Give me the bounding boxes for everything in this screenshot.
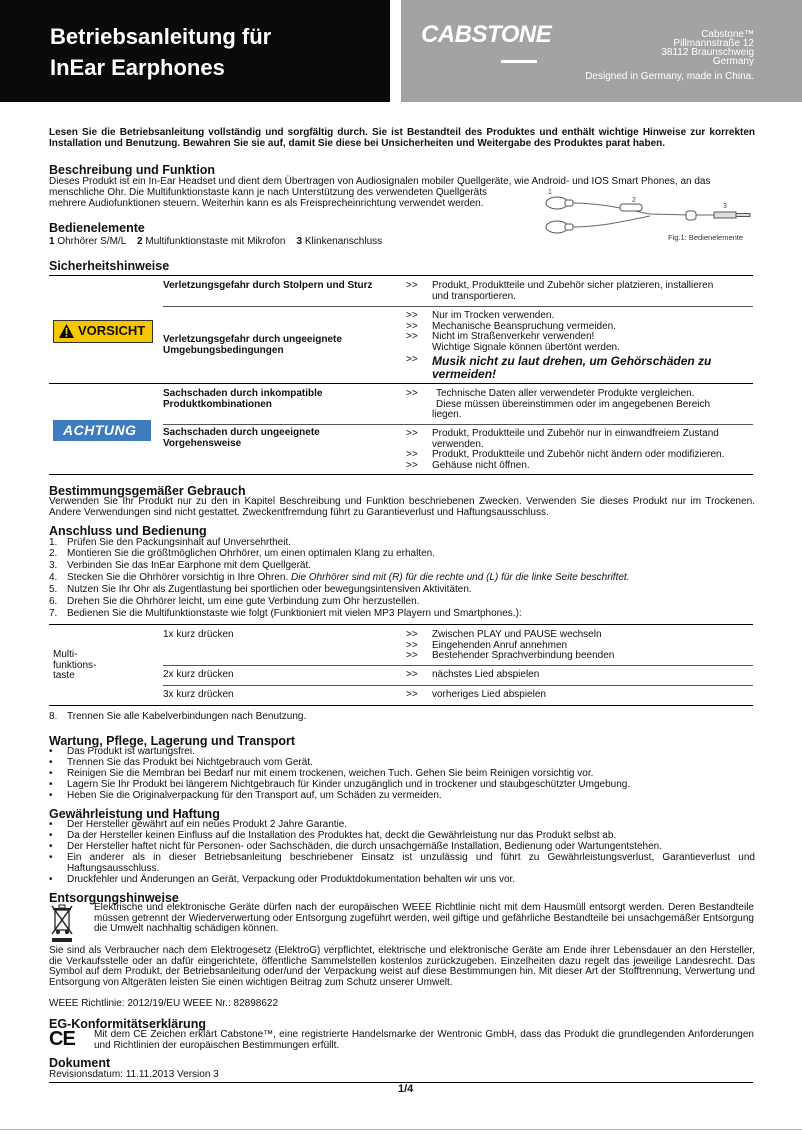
eg-text: Mit dem CE Zeichen erklärt Cabstone™, eine registrierte Handelsmarke der Wentronic GmbH, dass das Produkt die grundlegenden Anforderungen und Richtlinien der europäischen Bestimmungen erfüllt. bbox=[94, 1029, 754, 1051]
press-1x: 1x kurz drücken bbox=[163, 629, 234, 640]
entsorgung-text1: Elektrische und elektronische Geräte dürfen nach der europäischen WEEE Richtlinie nicht mit dem Hausmüll entsorgt werden. Deren Bestandteile müssen getrennt der Wiederverwertung oder Entsorgung zugeführt werden, weil giftige und gefährliche Bestandteile bei unsachgemäßer Entsorgung die Umwelt nachhaltig schädigen können. bbox=[94, 902, 754, 935]
doc-title-line1: Betriebsanleitung für bbox=[50, 24, 272, 49]
brand-logo: CABSTONE bbox=[421, 21, 552, 48]
beschreibung-line1: Dieses Produkt ist ein In-Ear Headset und dient dem Übertragen von Audiosignalen mobiler Quellgeräte, wie Android- und IOS Smart Phones, an das bbox=[49, 176, 711, 187]
achtung-badge bbox=[53, 420, 151, 441]
press-3x: 3x kurz drücken bbox=[163, 689, 234, 700]
page-number: 1/4 bbox=[398, 1083, 414, 1095]
press-2x: 2x kurz drücken bbox=[163, 669, 234, 680]
logo-underline bbox=[501, 60, 537, 63]
entsorgung-text2: Sie sind als Verbraucher nach dem Elektrogesetz (ElektroG) verpflichtet, elektrische und elektronische Geräte am Ende ihrer Lebensdauer an den Hersteller, die Verkaufsstelle oder an dafür eingerichtete, öffentliche Sammelstellen kostenlos zurückzugeben. Einzelheiten dazu regelt das jeweilige Landesrecht. Das Symbol auf dem Produkt, der Betriebsanleitung oder/und der Verpackung weist auf diese Bestimmungen hin. Mit dieser Art der Stofftrennung, Verwertung und Entsorgung von Altgeräten leisten Sie einen wichtigen Beitrag zum Schutz unserer Umwelt. bbox=[49, 945, 755, 988]
weee-info: WEEE Richtlinie: 2012/19/EU WEEE Nr.: 82898622 bbox=[49, 998, 279, 1009]
section-heading-wartung: Wartung, Pflege, Lagerung und Transport bbox=[49, 734, 296, 748]
action-text: Produkt, Produktteile und Zubehör sicher platzieren, installieren bbox=[432, 280, 714, 291]
figure-label-3: 3 bbox=[723, 203, 727, 210]
hazard-umgebung: Verletzungsgefahr durch ungeeignete bbox=[163, 334, 342, 345]
section-heading-beschreibung: Beschreibung und Funktion bbox=[49, 163, 215, 177]
figure-label-2: 2 bbox=[632, 197, 636, 204]
figure-label-1: 1 bbox=[548, 189, 552, 196]
header-brand-block bbox=[401, 0, 802, 102]
doc-title-line2: InEar Earphones bbox=[50, 55, 225, 80]
jack-plug-icon bbox=[714, 212, 750, 218]
hazard-vorgehensweise: Sachschaden durch ungeeignete bbox=[163, 427, 320, 438]
designed-note: Designed in Germany, made in China. bbox=[585, 71, 754, 82]
beschreibung-line3: mehrere Audiofunktionen steuern. Weiterhin kann es als Freisprecheinrichtung verwendet werden. bbox=[49, 198, 484, 209]
weee-bin-icon bbox=[50, 904, 74, 944]
bedienelemente-list: 1 Ohrhörer S/M/L 2 Multifunktionstaste mit Mikrofon 3 Klinkenanschluss bbox=[49, 236, 383, 247]
section-heading-bestimmung: Bestimmungsgemäßer Gebrauch bbox=[49, 484, 246, 498]
section-heading-sicherheit: Sicherheitshinweise bbox=[49, 259, 170, 273]
revision-info: Revisionsdatum: 11.11.2013 Version 3 bbox=[49, 1069, 219, 1080]
figure-caption: Fig.1: Bedienelemente bbox=[668, 233, 744, 242]
earbud-top-icon bbox=[546, 197, 573, 209]
beschreibung-line2: menschliche Ohr. Die Multifunktionstaste kann je nach Unterstützung des verwendeten Quellgeräts bbox=[49, 187, 488, 198]
warning-highlight: Musik nicht zu laut drehen, um Gehörschäden zu bbox=[432, 354, 712, 368]
section-heading-eg: EG-Konformitätserklärung bbox=[49, 1017, 206, 1031]
mic-button-icon bbox=[620, 204, 642, 211]
ce-mark-icon: CE bbox=[49, 1028, 75, 1050]
warning-triangle-icon bbox=[58, 323, 75, 339]
intro-text: Lesen Sie die Betriebsanleitung vollständig und sorgfältig durch. Sie ist Bestandteil des Produktes und enthält wichtige Hinweise zur korrekten Installation und Benutzung. Bewahren Sie sie auf, damit Sie diese bei Unsicherheiten und Weitergabe des Produktes parat haben. bbox=[49, 127, 755, 149]
section-heading-bedienelemente: Bedienelemente bbox=[49, 221, 145, 235]
multi-label: Multi- funktions- taste bbox=[53, 649, 97, 682]
section-heading-entsorgung: Entsorgungshinweise bbox=[49, 891, 179, 905]
vorsicht-badge bbox=[53, 320, 153, 343]
section-heading-gewaehrleistung: Gewährleistung und Haftung bbox=[49, 807, 220, 821]
earbud-bottom-icon bbox=[546, 221, 573, 233]
company-address: Cabstone™ Pillmannstraße 12 38112 Braunschweig Germany bbox=[661, 29, 754, 67]
hazard-inkompatibel: Sachschaden durch inkompatible bbox=[163, 388, 323, 399]
section-heading-anschluss: Anschluss und Bedienung bbox=[49, 524, 207, 538]
header-title-block bbox=[0, 0, 390, 102]
achtung-label: ACHTUNG bbox=[63, 422, 137, 438]
bestimmung-text: Verwenden Sie Ihr Produkt nur zu den in Kapitel Beschreibung und Funktion beschriebenen Zwecken. Verwenden Sie dieses Produkt nur im Trockenen. Andere Verwendungen sind nicht gestattet. Zweckentfremdung führt zu Garantieverlust und Haftungsausschluss. bbox=[49, 496, 755, 518]
hazard-stolpern: Verletzungsgefahr durch Stolpern und Sturz bbox=[163, 280, 373, 291]
divider bbox=[49, 275, 753, 276]
section-heading-dokument: Dokument bbox=[49, 1056, 111, 1070]
vorsicht-label: VORSICHT bbox=[78, 323, 146, 338]
